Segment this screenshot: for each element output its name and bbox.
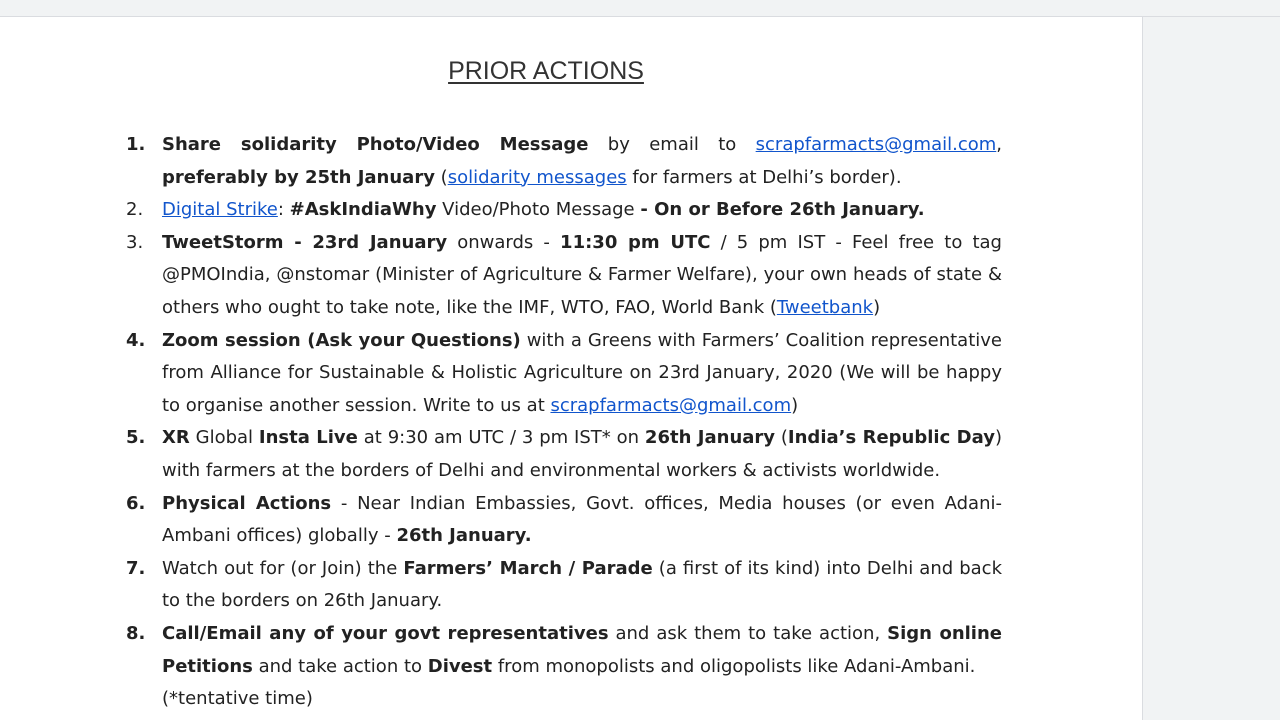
item-number: 5. bbox=[126, 427, 146, 449]
item-text: - Near Indian Embassies, Govt. offices, Media houses (or even Adani-Ambani offices) globally - bbox=[162, 492, 1002, 547]
document-title: PRIOR ACTIONS bbox=[448, 57, 644, 85]
document-page bbox=[0, 17, 1143, 720]
action-list bbox=[122, 129, 1002, 716]
email-link[interactable]: scrapfarmacts@gmail.com bbox=[550, 394, 792, 416]
item-number: 2. bbox=[126, 199, 144, 221]
item-bold: Insta Live bbox=[258, 427, 358, 449]
item-number: 7. bbox=[126, 557, 146, 579]
list-item bbox=[122, 488, 1002, 553]
item-bold: Farmers’ March / Parade bbox=[403, 557, 653, 579]
item-bold: - On or Before 26th January. bbox=[640, 199, 925, 221]
item-text: onwards - bbox=[447, 231, 561, 253]
item-bold: 26th January bbox=[644, 427, 776, 449]
item-bold: TweetStorm - 23rd January bbox=[162, 231, 448, 253]
item-bold: Divest bbox=[427, 655, 493, 677]
side-panel bbox=[1143, 17, 1280, 720]
item-number: 6. bbox=[126, 492, 146, 514]
list-item bbox=[122, 422, 1002, 487]
list-item bbox=[122, 553, 1002, 618]
list-item bbox=[122, 194, 1002, 227]
item-text: at 9:30 am UTC / 3 pm IST* on bbox=[357, 427, 645, 449]
item-text: : bbox=[277, 199, 290, 221]
item-text: for farmers at Delhi’s border). bbox=[626, 166, 902, 188]
item-text: , bbox=[996, 134, 1003, 155]
item-text: by email to bbox=[588, 134, 756, 155]
item-text: / 5 pm IST - Feel free to tag @PMOIndia, @nstomar (Minister of Agriculture & Farmer Welfare), your own heads of state & others who ought to take note, like the IMF, WTO, FAO, World Bank ( bbox=[162, 231, 1002, 318]
item-bold: 26th January. bbox=[396, 525, 532, 547]
list-item bbox=[122, 325, 1002, 423]
item-bold: Call/Email any of your govt representatives bbox=[162, 622, 609, 644]
item-text: from monopolists and oligopolists like Adani-Ambani. bbox=[492, 655, 976, 677]
item-text: ) with farmers at the borders of Delhi and environmental workers & activists worldwide. bbox=[162, 427, 1002, 481]
item-bold: 11:30 pm UTC bbox=[560, 231, 711, 253]
item-number: 3. bbox=[126, 231, 144, 253]
item-text: with a Greens with Farmers’ Coalition representative from Alliance for Sustainable & Holistic Agriculture on 23rd January, 2020 (We will be happy to organise another session. Write to us at bbox=[162, 329, 1002, 416]
list-item bbox=[122, 129, 1002, 194]
item-bold: India’s Republic Day bbox=[787, 427, 995, 449]
item-text: Global bbox=[189, 427, 259, 449]
item-bold: #AskIndiaWhy bbox=[289, 199, 437, 221]
item-text: ) bbox=[873, 296, 881, 318]
footnote: (*tentative time) bbox=[162, 688, 313, 710]
item-bold: XR bbox=[162, 427, 190, 449]
item-bold: Physical Actions bbox=[162, 492, 332, 514]
list-item bbox=[122, 227, 1002, 325]
item-text: and ask them to take action, bbox=[608, 622, 888, 644]
item-bold: Zoom session (Ask your Questions) bbox=[162, 329, 521, 351]
item-bold: Sign online Petitions bbox=[162, 622, 1002, 677]
item-number: 1. bbox=[126, 134, 146, 155]
item-text: ( bbox=[775, 427, 788, 449]
item-bold: preferably by 25th January bbox=[162, 166, 435, 188]
item-number: 4. bbox=[126, 329, 146, 351]
item-text: (a first of its kind) into Delhi and back to the borders on 26th January. bbox=[162, 557, 1002, 612]
item-text: Video/Photo Message bbox=[436, 199, 641, 221]
email-link[interactable]: scrapfarmacts@gmail.com bbox=[755, 134, 997, 155]
item-text: Watch out for (or Join) the bbox=[162, 557, 404, 579]
item-text: and take action to bbox=[252, 655, 428, 677]
tweetbank-link[interactable]: Tweetbank bbox=[776, 296, 874, 318]
item-text: ) bbox=[791, 394, 799, 416]
item-text: ( bbox=[434, 166, 448, 188]
list-item bbox=[122, 618, 1002, 716]
browser-top-strip bbox=[0, 0, 1280, 17]
item-bold: Share solidarity Photo/Video Message bbox=[162, 134, 589, 155]
digital-strike-link[interactable]: Digital Strike bbox=[162, 199, 278, 221]
solidarity-messages-link[interactable]: solidarity messages bbox=[447, 166, 627, 188]
item-number: 8. bbox=[126, 622, 146, 644]
